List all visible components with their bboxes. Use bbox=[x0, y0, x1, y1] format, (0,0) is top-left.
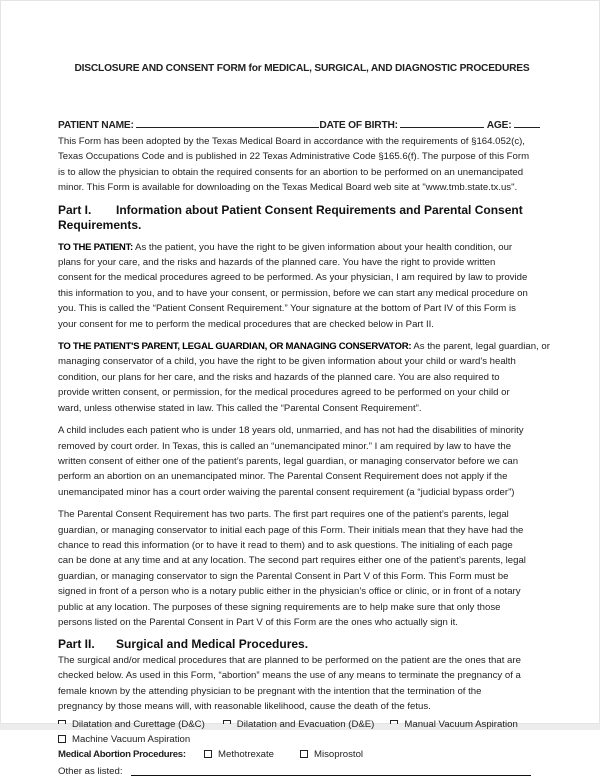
text-line bbox=[58, 317, 558, 332]
patient-name-field[interactable] bbox=[136, 118, 319, 128]
to-patient-paragraph bbox=[58, 240, 558, 332]
patient-name-label: PATIENT NAME: bbox=[58, 120, 134, 131]
line-text: chance to read this information (or to have it read to them) and to ask questions. The initialing of each page bbox=[58, 539, 513, 551]
line-text: female known by the attending physician to be pregnant with the intention that the termination of the bbox=[58, 685, 482, 697]
checkbox-icon[interactable] bbox=[204, 750, 212, 758]
text-line bbox=[58, 615, 558, 630]
text-line bbox=[58, 301, 558, 316]
part1-number: Part I. bbox=[58, 202, 92, 217]
part2-paragraph bbox=[58, 653, 558, 715]
line-text: The surgical and/or medical procedures that are planned to be performed on the patient are the ones that are bbox=[58, 654, 521, 666]
parental-paragraph bbox=[58, 507, 558, 630]
text-line bbox=[58, 401, 558, 416]
text-line bbox=[58, 240, 558, 255]
line-text: persons listed on the Parental Consent in Part V of this Form are the ones who actually sign it. bbox=[58, 616, 458, 628]
medical-procedures-row bbox=[58, 747, 558, 762]
text-line bbox=[58, 538, 558, 553]
paragraph-lead: TO THE PATIENT: bbox=[58, 241, 133, 253]
line-text: written consent of either one of the patient’s parents, legal guardian, or managing conservator before we can bbox=[58, 455, 519, 467]
text-line bbox=[58, 507, 558, 522]
text-line bbox=[58, 286, 558, 301]
procedure-row-2 bbox=[58, 732, 558, 747]
form-title: DISCLOSURE AND CONSENT FORM for MEDICAL, SURGICAL, AND DIAGNOSTIC PROCEDURES bbox=[74, 63, 530, 74]
checkbox-label: Methotrexate bbox=[218, 748, 274, 760]
text-line bbox=[58, 569, 558, 584]
text-line bbox=[58, 485, 558, 500]
checkbox-dc[interactable] bbox=[58, 717, 205, 732]
checkbox-label: Dilatation and Curettage (D&C) bbox=[72, 718, 205, 730]
text-line bbox=[58, 423, 558, 438]
line-text: minor. This Form is available for downloading on the Texas Medical Board web site at "www.tmb.state.tx.us". bbox=[58, 182, 518, 194]
text-line bbox=[58, 684, 558, 699]
line-text: is to allow the physician to obtain the required consents for an abortion to be performed on an unemancipated bbox=[58, 166, 524, 178]
procedure-row-1 bbox=[58, 717, 558, 732]
dob-label: DATE OF BIRTH: bbox=[319, 120, 398, 131]
text-line bbox=[58, 553, 558, 568]
line-text: condition, our plans for her care, and the risks and hazards of the planned care. You are also required to bbox=[58, 371, 500, 383]
part1-heading bbox=[58, 203, 558, 234]
line-text: provide written consent, or permission, for the medical procedures agreed to be performed on your child or bbox=[58, 387, 510, 399]
checkbox-machine-va[interactable] bbox=[58, 732, 190, 747]
text-line bbox=[58, 523, 558, 538]
other-row bbox=[58, 764, 558, 779]
part2-number: Part II. bbox=[58, 637, 95, 652]
paragraph-lead: TO THE PATIENT'S PARENT, LEGAL GUARDIAN, OR MANAGING CONSERVATOR: bbox=[58, 341, 412, 353]
medical-procedures-label: Medical Abortion Procedures: bbox=[58, 748, 186, 760]
child-paragraph bbox=[58, 423, 558, 500]
part2-title: Surgical and Medical Procedures. bbox=[116, 637, 309, 652]
checkbox-label: Dilatation and Evacuation (D&E) bbox=[236, 718, 375, 730]
text-line bbox=[58, 653, 558, 668]
age-label: AGE: bbox=[486, 120, 512, 131]
line-text: your consent for me to perform the medical procedures that are checked below in Part II. bbox=[58, 318, 434, 330]
checkbox-mva[interactable] bbox=[390, 717, 517, 732]
line-text: unemancipated minor has a court order waiving the parental consent requirement (a “judicial bypass order”) bbox=[58, 486, 515, 498]
age-field[interactable] bbox=[514, 118, 540, 128]
checkbox-label: Manual Vacuum Aspiration bbox=[404, 718, 518, 730]
line-text: Texas Occupations Code and is published in 22 Texas Administrative Code §165.6(f). The purpose of this Form bbox=[58, 151, 530, 163]
line-text: can be done at any time and at any location. The second part requires either one of the patient’s parents, legal bbox=[58, 555, 526, 567]
line-text: consent for the medical procedures agreed to be performed. As your physician, I am required by law to provide bbox=[58, 272, 528, 284]
other-field[interactable] bbox=[131, 767, 531, 776]
text-line bbox=[58, 385, 558, 400]
line-text: As the patient, you have the right to be given information about your health condition, our bbox=[132, 241, 513, 253]
checkbox-label: Machine Vacuum Aspiration bbox=[72, 733, 191, 745]
line-text: this information to you, and to have your consent, or permission, before we can start any medical procedure on bbox=[58, 287, 528, 299]
text-line bbox=[58, 600, 558, 615]
line-text: guardian, or managing conservator to sign the Parental Consent in Part V of this Form. This Form must be bbox=[58, 570, 509, 582]
line-text: The Parental Consent Requirement has two parts. The first part requires one of the patient’s parents, legal bbox=[58, 509, 509, 521]
checkbox-icon[interactable] bbox=[58, 735, 66, 743]
intro-paragraph bbox=[58, 134, 558, 196]
dob-field[interactable] bbox=[400, 118, 484, 128]
line-text: public at any location. The purposes of these signing requirements are to help make sure that only those bbox=[58, 601, 501, 613]
line-text: guardian, or managing conservator to initial each page of this Form. Their initials mean that they have had the bbox=[58, 524, 524, 536]
line-text: perform an abortion on an unemancipated minor. The Parental Consent Requirement does not apply if the bbox=[58, 471, 508, 483]
checkbox-icon[interactable] bbox=[300, 750, 308, 758]
line-text: This Form has been adopted by the Texas Medical Board in accordance with the requirements of §164.052(c), bbox=[58, 136, 525, 147]
text-line bbox=[58, 149, 558, 164]
line-text: As the parent, legal guardian, or bbox=[411, 341, 550, 353]
part2-heading bbox=[58, 637, 558, 653]
text-line bbox=[58, 699, 558, 714]
checkbox-label: Misoprostol bbox=[314, 748, 364, 760]
text-line bbox=[58, 339, 558, 354]
line-text: A child includes each patient who is under 18 years old, unmarried, and has not had the disabilities of minority bbox=[58, 425, 524, 437]
line-text: plans for your care, and the risks and hazards of the planned care. You have the right to provide written bbox=[58, 257, 496, 269]
line-text: you. This is called the “Patient Consent Requirement.” Your signature at the bottom of Part IV of this Form is bbox=[58, 303, 516, 315]
text-line bbox=[58, 354, 558, 369]
to-parent-paragraph bbox=[58, 339, 558, 416]
text-line bbox=[58, 255, 558, 270]
checkbox-de[interactable] bbox=[223, 717, 375, 732]
line-text: managing conservator of a child, you have the right to be given information about your child or ward's health bbox=[58, 356, 516, 368]
text-line bbox=[58, 668, 558, 683]
checkbox-methotrexate[interactable] bbox=[204, 747, 274, 762]
checkbox-misoprostol[interactable] bbox=[300, 747, 363, 762]
part1-title: Information about Patient Consent Requirements and Parental Consent bbox=[116, 202, 523, 217]
text-line bbox=[58, 165, 558, 180]
line-text: signed in front of a person who is a notary public either in the physician’s office or clinic, or in front of a notary bbox=[58, 586, 521, 598]
text-line bbox=[58, 584, 558, 599]
text-line bbox=[58, 180, 558, 195]
line-text: pregnancy by those means will, with reasonable likelihood, cause the death of the fetus. bbox=[58, 701, 431, 713]
text-line bbox=[58, 270, 558, 285]
patient-fields bbox=[58, 118, 558, 131]
text-line bbox=[58, 134, 558, 149]
line-text: removed by court order. In Texas, this is called an “unemancipated minor.” I am required by law to have the bbox=[58, 440, 512, 452]
line-text: ward, unless otherwise stated in law. This called the “Parental Consent Requirement”. bbox=[58, 402, 422, 414]
part1-title-cont: Requirements. bbox=[58, 218, 142, 233]
other-label: Other as listed: bbox=[58, 766, 123, 778]
line-text: checked below. As used in this Form, “abortion” means the use of any means to terminate the pregnancy of a bbox=[58, 670, 521, 682]
consent-form bbox=[58, 63, 558, 779]
text-line bbox=[58, 454, 558, 469]
text-line bbox=[58, 439, 558, 454]
text-line bbox=[58, 469, 558, 484]
text-line bbox=[58, 370, 558, 385]
